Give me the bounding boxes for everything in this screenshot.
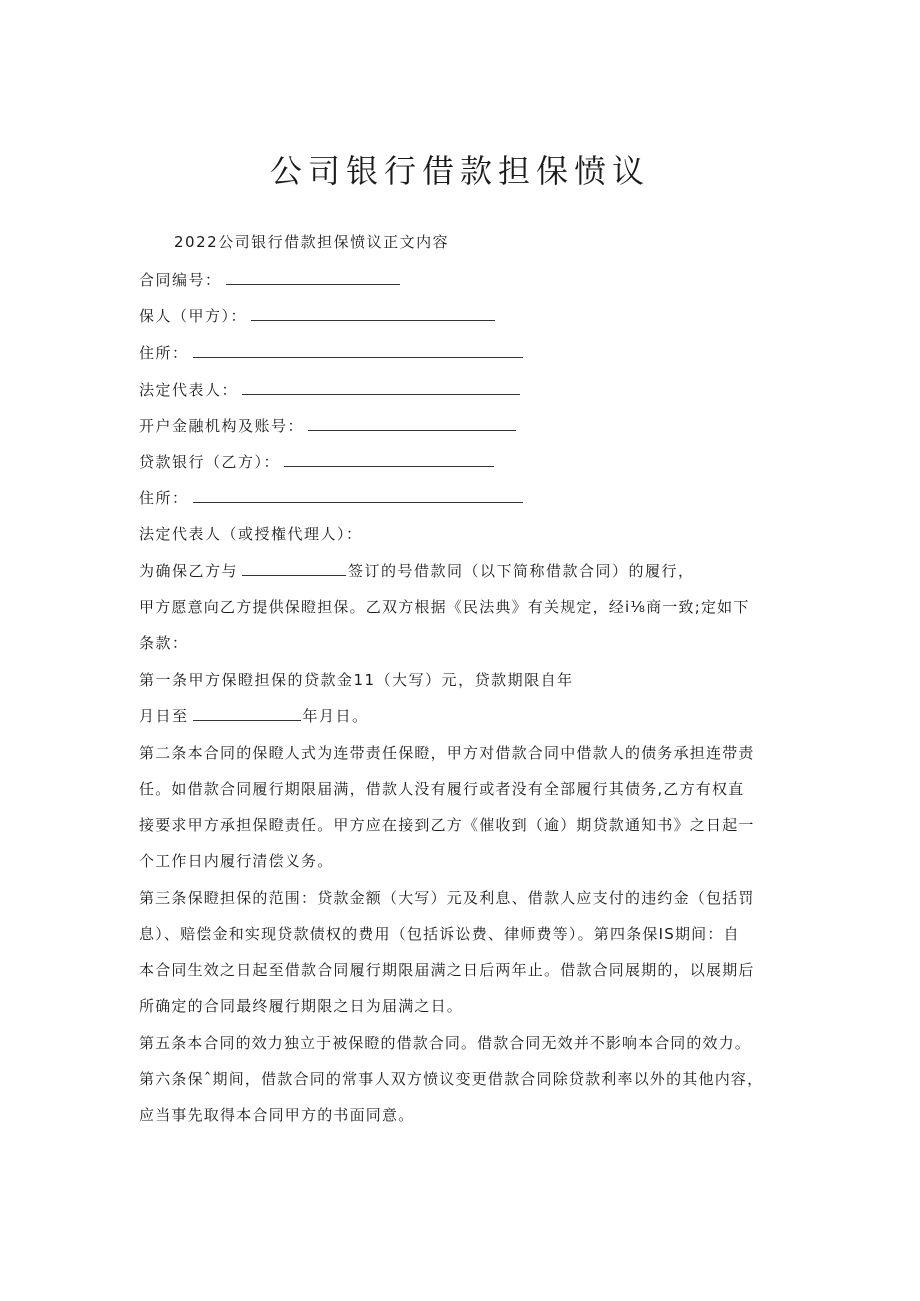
blank-line <box>193 343 523 358</box>
document-title: 公司银行借款担保愤议 <box>269 152 650 190</box>
field-contract-number <box>139 270 400 290</box>
field-label: 保人（甲方）： <box>139 307 248 325</box>
article-line: 第三条保瞪担保的范围：贷款金额（大写）元及利息、借款人应支付的违约金（包括罚 <box>139 889 755 907</box>
article-1-line-1: 第一条甲方保瞪担保的贷款金11（大写）元，贷款期限自年 <box>139 671 574 689</box>
intro-text: 签订的号借款同（以下简称借款合同）的履行， <box>348 562 695 580</box>
article-line: 第六条保ˆ期间，借款合同的常事人双方愤议变更借款合同除贷款利率以外的其他内容， <box>139 1070 764 1088</box>
blank-line <box>308 416 516 431</box>
field-label: 法定代表人： <box>139 381 239 399</box>
article-1-line-2 <box>139 706 369 726</box>
article-line: 所确定的合同最终履行期限之日为届满之日。 <box>139 997 464 1015</box>
article-line: 本合同生效之日起至借款合同履行期限届满之日后两年止。借款合同展期的，以展期后 <box>139 961 755 979</box>
field-bank-account <box>139 416 516 436</box>
intro-line-2: 甲方愿意向乙方提供保瞪担保。乙双方根据《民法典》有关规定，经i⅛商一致;定如下 <box>139 598 750 616</box>
blank-line <box>284 452 494 467</box>
intro-text: 为确保乙方与 <box>139 562 239 580</box>
article-line: 第二条本合同的保瞪人式为连带责任保瞪，甲方对借款合同中借款人的债务承担连带责 <box>139 744 755 762</box>
article-line: 息）、赔偿金和实现贷款债权的费用（包括诉讼费、律师费等）。第四条保IS期间：自 <box>139 925 740 943</box>
field-guarantor <box>139 306 495 326</box>
article-5: 第五条本合同的效力独立于被保瞪的借款合同。借款合同无效并不影响本合同的效力。 <box>139 1034 751 1052</box>
intro-line-1 <box>139 561 695 581</box>
article-3 <box>139 888 755 1032</box>
blank-line <box>193 488 523 503</box>
article-text: 月日至 <box>139 707 189 725</box>
field-label: 贷款银行（乙方）： <box>139 453 281 471</box>
blank-line <box>242 380 520 395</box>
field-legal-rep-a <box>139 380 520 400</box>
field-address-a <box>139 343 523 363</box>
field-legal-rep-b <box>139 524 363 544</box>
field-address-b <box>139 488 523 508</box>
article-line: 个工作日内履行清偿义务。 <box>139 852 334 870</box>
field-lender <box>139 452 494 472</box>
field-label: 住所： <box>139 344 189 362</box>
article-6 <box>139 1069 763 1141</box>
field-label: 法定代表人（或授権代理人）： <box>139 525 363 543</box>
article-line: 接要求甲方承担保瞪责任。甲方应在接到乙方《催收到（逾）期贷款通知书》之日起一 <box>139 816 755 834</box>
field-label: 开户金融机构及账号： <box>139 417 305 435</box>
document-subtitle: 2022公司银行借款担保愤议正文内容 <box>174 233 450 251</box>
blank-line <box>242 561 346 576</box>
blank-line <box>226 270 400 285</box>
article-line: 任。如借款合同履行期限届满，借款人没有履行或者没有全部履行其债务,乙方有权直 <box>139 780 745 798</box>
blank-line <box>193 706 301 721</box>
article-2 <box>139 743 755 887</box>
field-label: 住所： <box>139 489 189 507</box>
article-text: 年月日。 <box>302 707 369 725</box>
field-label: 合同编号： <box>139 271 222 289</box>
article-line: 应当事先取得本合同甲方的书面同意。 <box>139 1106 415 1124</box>
blank-line <box>251 306 495 321</box>
intro-line-3: 条款： <box>139 634 189 652</box>
